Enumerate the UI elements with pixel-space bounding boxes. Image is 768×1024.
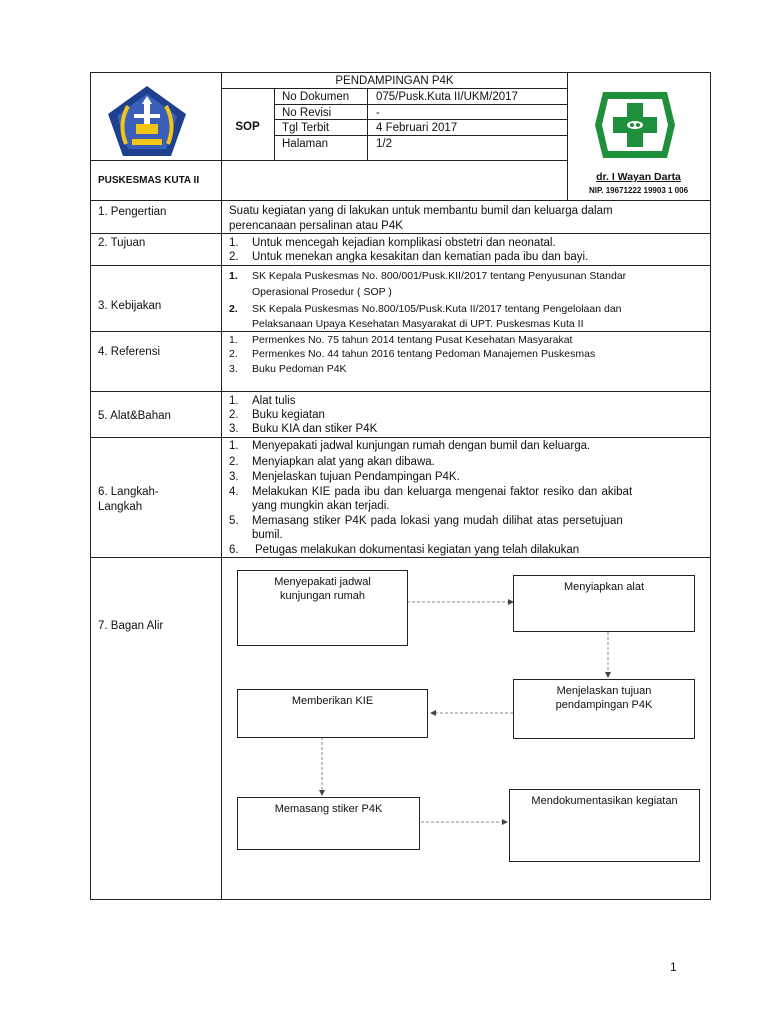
pengertian-line-2: perencanaan persalinan atau P4K [229,220,403,232]
langkah-num-4: 4. [229,486,239,498]
langkah-item-4-line-1: Melakukan KIE pada ibu dan keluarga mengenai faktor resiko dan akibat [252,486,633,498]
langkah-num-5: 5. [229,515,239,527]
label-tujuan: 2. Tujuan [98,237,146,249]
meta-label-no-revisi: No Revisi [282,107,332,119]
tujuan-num-2: 2. [229,251,239,263]
flow-box-menjelaskan-tujuan-line-2: pendampingan P4K [555,699,653,711]
flow-box-menyiapkan-alat [513,575,695,632]
alat-item-1: Alat tulis [252,395,296,407]
label-langkah-line-2: Langkah [98,501,143,513]
label-langkah-line-1: 6. Langkah- [98,486,159,498]
referensi-item-3: Buku Pedoman P4K [252,363,347,375]
flow-box-menyepakati-line-2: kunjungan rumah [279,590,365,602]
referensi-num-2: 2. [229,348,238,360]
flow-box-memberikan-kie [237,689,428,738]
alat-num-1: 1. [229,395,239,407]
kebijakan-num-1: 1. [229,270,238,282]
langkah-item-4-line-2: yang mungkin akan terjadi. [252,500,390,512]
health-cross-logo [593,90,677,160]
alat-item-3: Buku KIA dan stiker P4K [252,423,378,435]
pengertian-line-1: Suatu kegiatan yang di lakukan untuk membantu bumil dan keluarga dalam [229,205,613,217]
meta-value-no-revisi: - [376,107,380,119]
label-referensi: 4. Referensi [98,346,161,358]
flow-box-menyepakati [237,570,408,646]
referensi-item-2: Permenkes No. 44 tahun 2016 tentang Pedoman Manajemen Puskesmas [252,348,596,360]
meta-label-halaman: Halaman [282,138,329,150]
langkah-num-3: 3. [229,471,239,483]
langkah-num-2: 2. [229,456,239,468]
alat-num-2: 2. [229,409,239,421]
meta-value-halaman: 1/2 [376,138,392,150]
referensi-item-1: Permenkes No. 75 tahun 2014 tentang Pusat Kesehatan Masyarakat [252,334,573,346]
flow-box-mendokumentasikan [509,789,700,862]
langkah-num-1: 1. [229,440,239,452]
sop-label: SOP [235,121,260,133]
label-alat-bahan: 5. Alat&Bahan [98,410,171,422]
kebijakan-item-2-line-2: Pelaksanaan Upaya Kesehatan Masyarakat di UPT. Puskesmas Kuta II [252,318,584,330]
flow-box-menyiapkan-alat-line-1: Menyiapkan alat [563,581,645,593]
label-pengertian: 1. Pengertian [98,206,167,218]
tujuan-item-1: Untuk mencegah kejadian komplikasi obstetri dan neonatal. [252,237,556,249]
kebijakan-item-1-line-1: SK Kepala Puskesmas No. 800/001/Pusk.KII/2017 tentang Penyusunan Standar [252,270,627,282]
tujuan-num-1: 1. [229,237,239,249]
flow-box-memasang-stiker [237,797,420,850]
langkah-num-6: 6. [229,544,239,556]
meta-value-tgl-terbit: 4 Februari 2017 [376,122,458,134]
kebijakan-item-1-line-2: Operasional Prosedur ( SOP ) [252,286,392,298]
langkah-item-2: Menyiapkan alat yang akan dibawa. [252,456,435,468]
label-bagan-alir: 7. Bagan Alir [98,620,164,632]
meta-label-no-dokumen: No Dokumen [282,91,350,103]
flow-box-menjelaskan-tujuan-line-1: Menjelaskan tujuan [556,685,652,697]
alat-item-2: Buku kegiatan [252,409,325,421]
label-kebijakan: 3. Kebijakan [98,300,162,312]
langkah-item-3: Menjelaskan tujuan Pendampingan P4K. [252,471,460,483]
langkah-item-1: Menyepakati jadwal kunjungan rumah dengan bumil dan keluarga. [252,440,591,452]
org-name: PUSKESMAS KUTA II [98,175,200,186]
document-title: PENDAMPINGAN P4K [335,75,454,87]
alat-num-3: 3. [229,423,239,435]
referensi-num-3: 3. [229,363,238,375]
langkah-item-5-line-2: bumil. [252,529,283,541]
langkah-item-6: Petugas melakukan dokumentasi kegiatan yang telah dilakukan [255,544,580,556]
flow-box-memberikan-kie-line-1: Memberikan KIE [291,695,374,707]
flow-box-mendokumentasikan-line-1: Mendokumentasikan kegiatan [531,795,678,807]
kebijakan-num-2: 2. [229,303,238,315]
flow-box-menyepakati-line-1: Menyepakati jadwal [274,576,371,588]
signatory-nip: NIP. 19671222 19903 1 006 [588,186,689,195]
tujuan-item-2: Untuk menekan angka kesakitan dan kematian pada ibu dan bayi. [252,251,589,263]
kebijakan-item-2-line-1: SK Kepala Puskesmas No.800/105/Pusk.Kuta II/2017 tentang Pengelolaan dan [252,303,622,315]
district-logo [106,84,188,158]
langkah-item-5-line-1: Memasang stiker P4K pada lokasi yang mudah dilihat atas persetujuan [252,515,623,527]
page-number: 1 [670,960,677,974]
signatory-name: dr. I Wayan Darta [596,171,681,183]
referensi-num-1: 1. [229,334,238,346]
meta-label-tgl-terbit: Tgl Terbit [282,122,330,134]
meta-value-no-dokumen: 075/Pusk.Kuta II/UKM/2017 [376,91,518,103]
flow-box-memasang-stiker-line-1: Memasang stiker P4K [274,803,383,815]
flow-box-menjelaskan-tujuan [513,679,695,739]
